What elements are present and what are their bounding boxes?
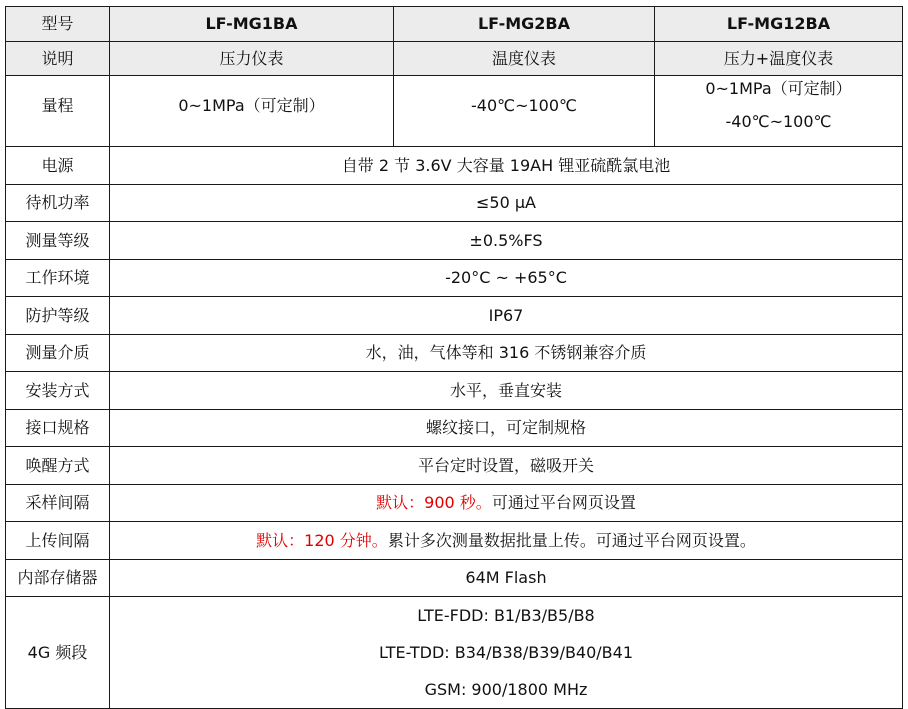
spec-value: ±0.5%FS [110,222,903,260]
spec-value: IP67 [110,297,903,335]
range-value-1: 0~1MPa（可定制） [110,76,394,147]
spec-row-storage [6,560,903,597]
range-value-3-line2: -40℃~100℃ [725,112,832,131]
model-lf-mg1ba: LF-MG1BA [110,7,394,42]
spec-label: 电源 [6,147,110,185]
model-lf-mg2ba: LF-MG2BA [394,7,655,42]
desc-value-2: 温度仪表 [394,42,655,76]
spec-table [5,6,903,709]
spec-label: 测量介质 [6,335,110,372]
spec-label: 接口规格 [6,410,110,447]
range-value-3 [655,76,903,147]
spec-row-sampling [6,485,903,522]
band-line: GSM: 900/1800 MHz [424,680,588,699]
range-value-3-line1: 0~1MPa（可定制） [705,79,852,98]
spec-row-environment [6,260,903,297]
value-rest: 可通过平台网页设置 [491,493,636,512]
spec-label: 唤醒方式 [6,447,110,485]
spec-value: 水平，垂直安装 [110,372,903,410]
spec-value [110,522,903,560]
spec-value: 水，油，气体等和 316 不锈钢兼容介质 [110,335,903,372]
range-row [6,76,903,147]
desc-value-1: 压力仪表 [110,42,394,76]
desc-label: 说明 [6,42,110,76]
spec-row-installation [6,372,903,410]
spec-row-standby [6,185,903,222]
spec-value: ≤50 μA [110,185,903,222]
spec-label: 上传间隔 [6,522,110,560]
range-label: 量程 [6,76,110,147]
spec-value: 自带 2 节 3.6V 大容量 19AH 锂亚硫酰氯电池 [110,147,903,185]
spec-label: 防护等级 [6,297,110,335]
spec-value: 螺纹接口，可定制规格 [110,410,903,447]
spec-label: 工作环境 [6,260,110,297]
spec-row-power [6,147,903,185]
spec-row-protection [6,297,903,335]
desc-value-3: 压力+温度仪表 [655,42,903,76]
band-line: LTE-TDD: B34/B38/B39/B40/B41 [378,643,634,662]
spec-value: 64M Flash [110,560,903,597]
spec-value [110,597,903,709]
spec-row-wakeup [6,447,903,485]
spec-label: 待机功率 [6,185,110,222]
header-row [6,7,903,42]
model-lf-mg12ba: LF-MG12BA [655,7,903,42]
model-label: 型号 [6,7,110,42]
range-value-2: -40℃~100℃ [394,76,655,147]
spec-row-4g-band [6,597,903,709]
spec-row-upload [6,522,903,560]
default-highlight: 默认：900 秒。 [376,493,492,512]
default-highlight: 默认：120 分钟。 [256,530,388,550]
spec-label: 测量等级 [6,222,110,260]
spec-label: 内部存储器 [6,560,110,597]
desc-row [6,42,903,76]
spec-row-medium [6,335,903,372]
band-line: LTE-FDD: B1/B3/B5/B8 [417,606,595,625]
spec-label: 4G 频段 [6,597,110,709]
value-rest: 累计多次测量数据批量上传。可通过平台网页设置。 [387,530,756,550]
spec-value: 平台定时设置，磁吸开关 [110,447,903,485]
spec-row-interface [6,410,903,447]
spec-value [110,485,903,522]
spec-label: 采样间隔 [6,485,110,522]
spec-label: 安装方式 [6,372,110,410]
spec-row-accuracy [6,222,903,260]
spec-value: -20°C ~ +65°C [110,260,903,297]
